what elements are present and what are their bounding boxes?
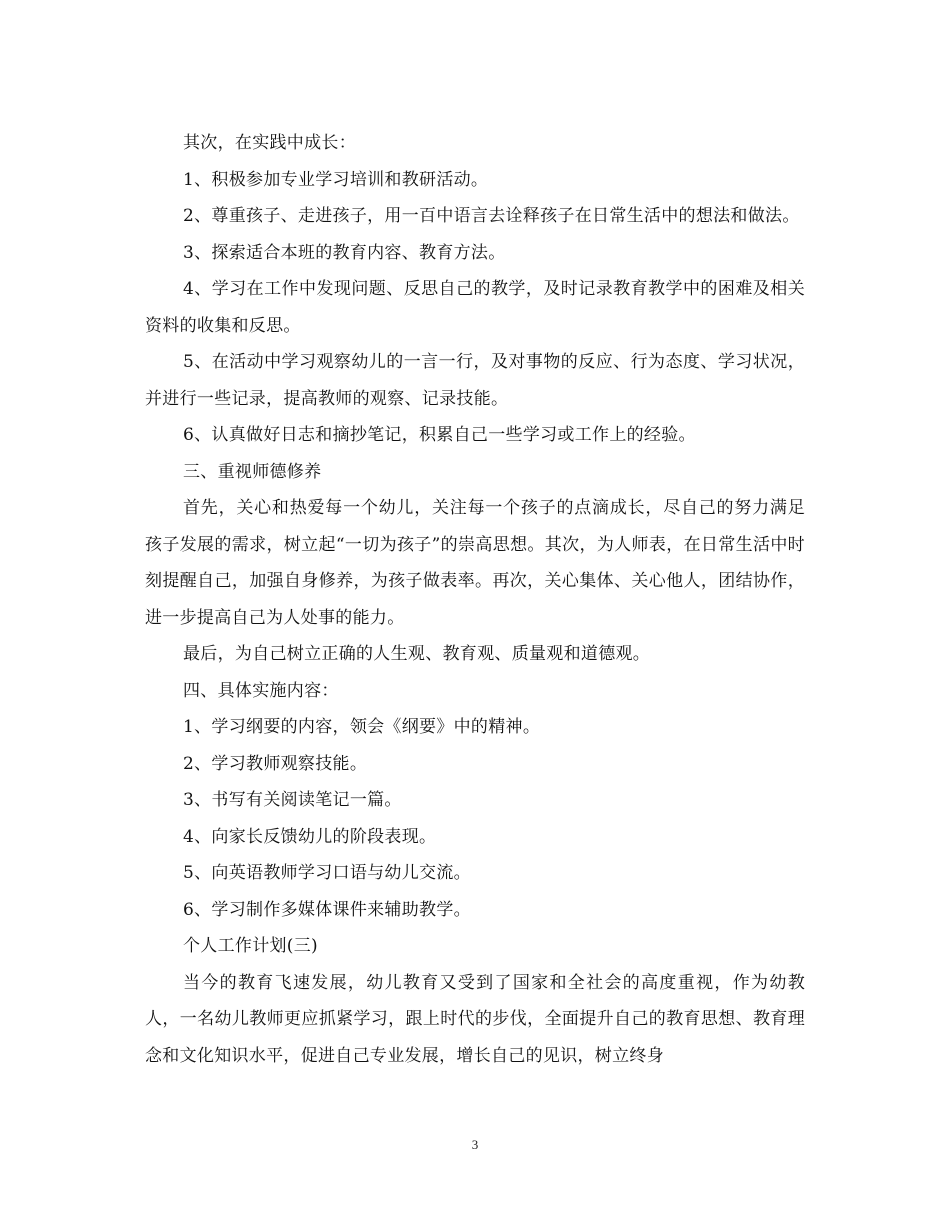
section-heading: 四、具体实施内容： [183,680,339,701]
paragraph: 3、书写有关阅读笔记一篇。 [183,790,402,810]
section-heading: 个人工作计划(三) [183,936,318,956]
paragraph: 2、尊重孩子、走进孩子，用一百中语言去诠释孩子在日常生活中的想法和做法。 [183,206,800,226]
paragraph: 1、积极参加专业学习培训和教研活动。 [183,169,489,190]
paragraph: 6、学习制作多媒体课件来辅助教学。 [183,899,471,920]
paragraph: 4、向家长反馈幼儿的阶段表现。 [183,826,437,847]
paragraph: 首先，关心和热爱每一个幼儿，关注每一个孩子的点滴成长，尽自己的努力满足孩子发展的需求，树立起“一切为孩子”的崇高思想。其次，为人师表，在日常生活中时刻提醒自己，加强自身修养，为孩子做表率。再次，关心集体、关心他人，团结协作，进一步提高自己为人处事的能力。 [145,498,805,628]
paragraph: 5、在活动中学习观察幼儿的一言一行，及对事物的反应、行为态度、学习状况，并进行一些记录，提高教师的观察、记录技能。 [145,352,805,409]
section-heading: 三、重视师德修养 [183,461,322,482]
paragraph: 其次，在实践中成长： [183,133,356,153]
paragraph: 5、向英语教师学习口语与幼儿交流。 [183,863,471,883]
paragraph: 当今的教育飞速发展，幼儿教育又受到了国家和全社会的高度重视，作为幼教人，一名幼儿教师更应抓紧学习，跟上时代的步伐，全面提升自己的教育思想、教育理念和文化知识水平，促进自己专业发展，增长自己的见识，树立终身 [145,972,805,1066]
paragraph: 6、认真做好日志和摘抄笔记，积累自己一些学习或工作上的经验。 [183,425,696,445]
paragraph: 1、学习纲要的内容，领会《纲要》中的精神。 [183,717,541,737]
paragraph: 2、学习教师观察技能。 [183,753,368,774]
paragraph: 3、探索适合本班的教育内容、教育方法。 [183,242,506,263]
page-number: 3 [471,1137,479,1152]
document-body [145,125,805,1074]
paragraph: 最后，为自己树立正确的人生观、教育观、质量观和道德观。 [183,644,651,664]
paragraph: 4、学习在工作中发现问题、反思自己的教学，及时记录教育教学中的困难及相关资料的收集和反思。 [145,279,805,336]
